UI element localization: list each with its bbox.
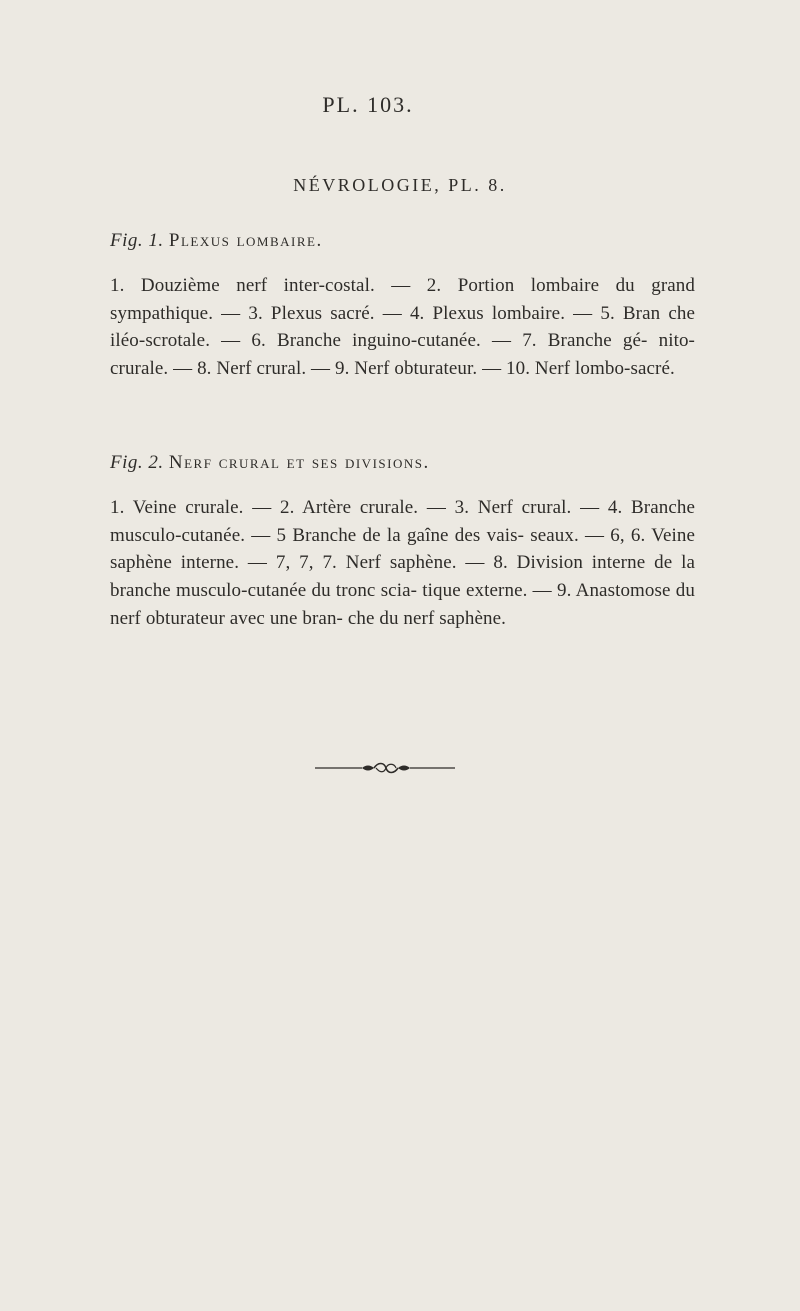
figure-2-caption: 1. Veine crurale. — 2. Artère crurale. — 3. Nerf crural. — 4. Branche musculo-cutanée. — 5 Branche de la gaîne des vais- seaux. — 6, 6. Veine saphène interne. — 7, 7, 7. Nerf saphène. — 8. Division interne de la branche musculo-cutanée du tronc scia- tique externe. — 9. Anastomose du nerf obturateur avec une bran- che du nerf saphène. <box>110 497 695 629</box>
figure-1-caption: 1. Douzième nerf inter-costal. — 2. Portion lombaire du grand sympathique. — 3. Plexus sacré. — 4. Plexus lombaire. — 5. Bran che iléo-scrotale. — 6. Branche inguino-cutanée. — 7. Branche gé- nito-crurale. — 8. Nerf crural. — 9. Nerf obturateur. — 10. Nerf lombo-sacré. <box>110 275 695 380</box>
figure-1-heading <box>110 230 323 252</box>
plate-number: PL. 103. <box>322 92 414 117</box>
ornament-divider-icon <box>310 760 460 776</box>
figure-2-label: Fig. 2. <box>110 452 164 473</box>
section-title: NÉVROLOGIE, PL. 8. <box>293 175 507 195</box>
figure-1-label: Fig. 1. <box>110 230 164 251</box>
figure-2-title: Nerf crural et ses divisions. <box>168 452 430 473</box>
figure-1-title: Plexus lombaire. <box>168 230 323 251</box>
figure-2-heading <box>110 452 430 474</box>
